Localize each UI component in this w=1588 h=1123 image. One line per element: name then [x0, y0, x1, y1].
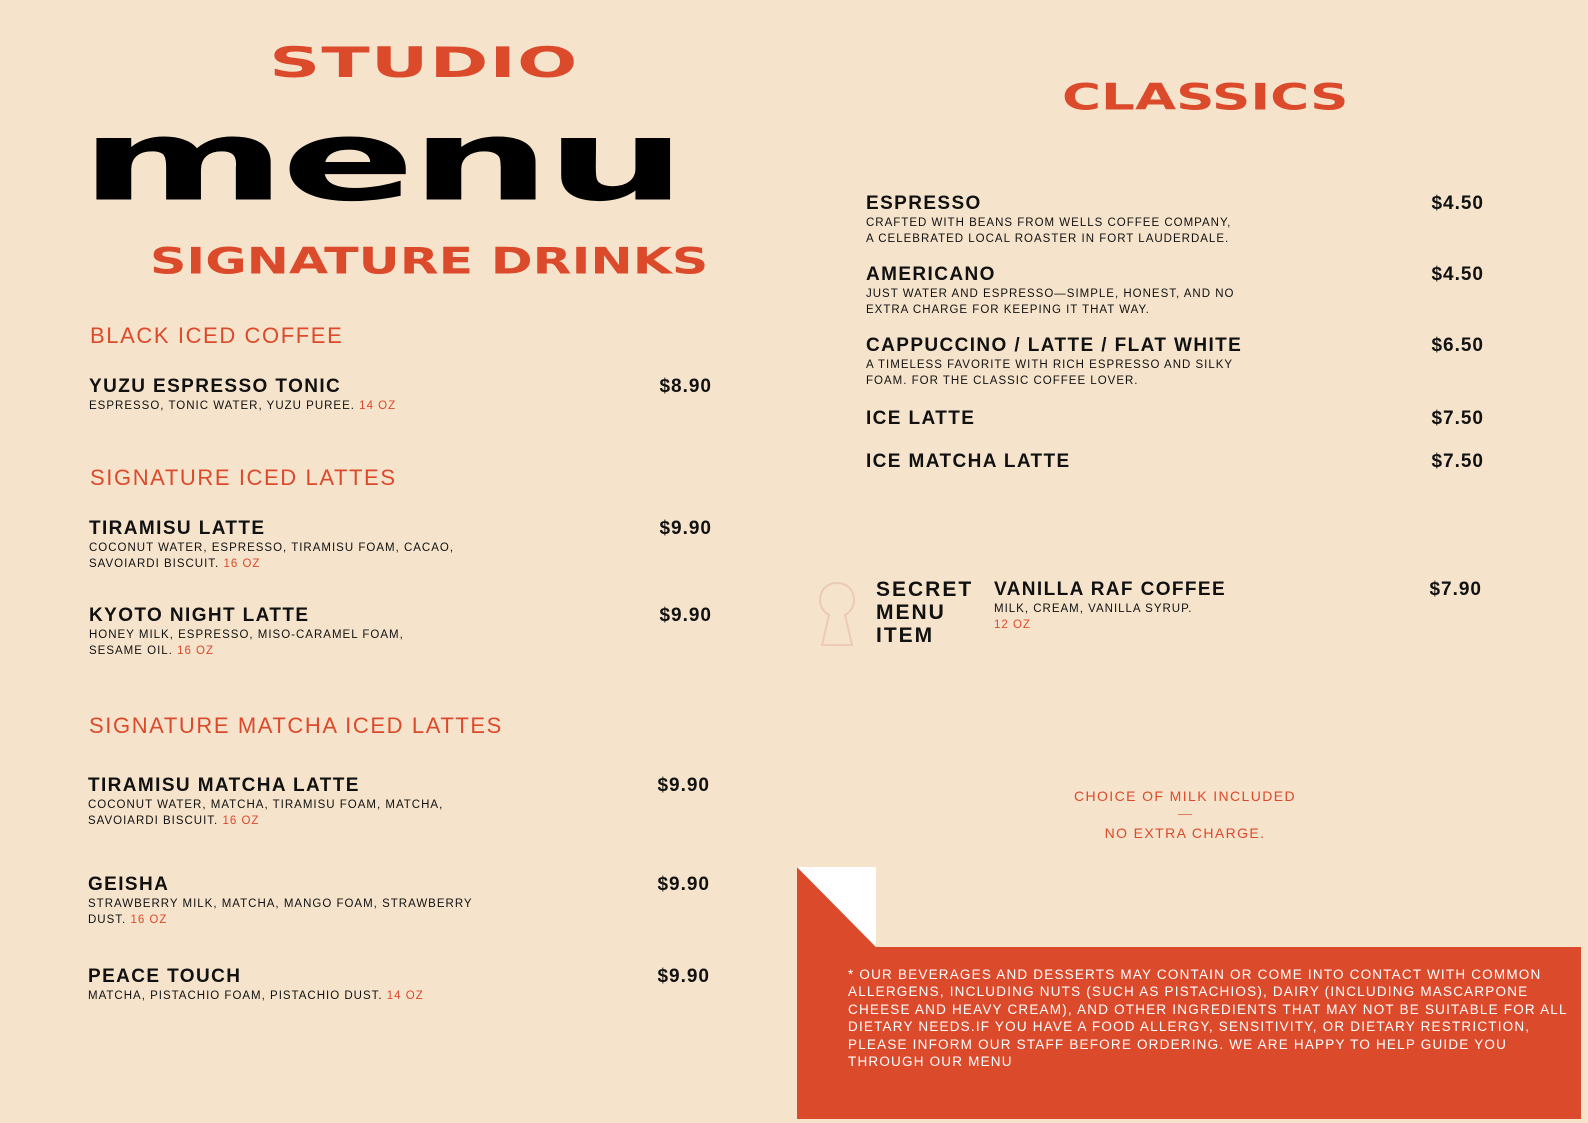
item-size: 16 OZ — [177, 645, 215, 657]
item-price: $4.50 — [1431, 193, 1484, 214]
item-size: 14 OZ — [386, 990, 424, 1002]
item-description: HONEY MILK, ESPRESSO, MISO-CARAMEL FOAM, SESAME OIL. 16 OZ — [89, 629, 404, 657]
item-description: A TIMELESS FAVORITE WITH RICH ESPRESSO AND SILKY FOAM. FOR THE CLASSIC COFFEE LOVER. — [866, 359, 1234, 387]
item-name: KYOTO NIGHT LATTE — [89, 605, 310, 626]
allergy-note: * OUR BEVERAGES AND DESSERTS MAY CONTAIN OR COME INTO CONTACT WITH COMMON ALLERGENS, INCLUDING NUTS (SUCH AS PISTACHIOS), DAIRY (INCLUDING MASCARPONE CHEESE AND HEAVY CREAM), AND OTHER INGREDIENTS THAT MAY NOT BE SUITABLE FOR ALL DIETARY NEEDS.IF YOU HAVE A FOOD ALLERGY, SENSITIVITY, OR DIETARY RESTRICTION, PLEASE INFORM OUR STAFF BEFORE ORDERING. WE ARE HAPPY TO HELP GUIDE YOU THROUGH OUR MENU — [848, 967, 1568, 1070]
secret-menu-label: SECRET MENU ITEM — [876, 578, 974, 647]
classics-heading: CLASSICS — [1062, 76, 1349, 118]
item-description: MATCHA, PISTACHIO FOAM, PISTACHIO DUST. 14 OZ — [88, 990, 424, 1002]
item-price: $9.90 — [657, 775, 710, 796]
keyhole-icon — [818, 581, 856, 647]
item-name: GEISHA — [88, 874, 170, 895]
item-name: ICE MATCHA LATTE — [866, 451, 1071, 472]
item-name: PEACE TOUCH — [88, 966, 242, 987]
item-name: ESPRESSO — [866, 193, 982, 214]
item-name: TIRAMISU LATTE — [89, 518, 266, 539]
item-name: CAPPUCCINO / LATTE / FLAT WHITE — [866, 335, 1243, 356]
item-description: MILK, CREAM, VANILLA SYRUP. 12 OZ — [994, 603, 1193, 631]
item-size: 16 OZ — [222, 815, 260, 827]
item-description: JUST WATER AND ESPRESSO—SIMPLE, HONEST, AND NO EXTRA CHARGE FOR KEEPING IT THAT WAY. — [866, 288, 1235, 316]
item-name: YUZU ESPRESSO TONIC — [89, 376, 342, 397]
item-size: 16 OZ — [130, 914, 168, 926]
item-price: $9.90 — [657, 966, 710, 987]
item-price: $7.50 — [1431, 408, 1484, 429]
item-price: $7.50 — [1431, 451, 1484, 472]
item-price: $9.90 — [659, 605, 712, 626]
category-heading: SIGNATURE MATCHA ICED LATTES — [89, 713, 503, 738]
category-heading: BLACK ICED COFFEE — [90, 323, 344, 348]
divider — [1178, 814, 1192, 815]
item-size: 14 OZ — [359, 400, 397, 412]
signature-heading: SIGNATURE DRINKS — [150, 240, 709, 282]
item-description: ESPRESSO, TONIC WATER, YUZU PUREE. 14 OZ — [89, 400, 397, 412]
item-size: 16 OZ — [223, 558, 261, 570]
milk-note: CHOICE OF MILK INCLUDED NO EXTRA CHARGE. — [1074, 788, 1296, 841]
brand-logo: STUDIO — [269, 38, 579, 87]
item-description: COCONUT WATER, MATCHA, TIRAMISU FOAM, MATCHA, SAVOIARDI BISCUIT. 16 OZ — [88, 799, 444, 827]
item-name: TIRAMISU MATCHA LATTE — [88, 775, 360, 796]
item-price: $9.90 — [657, 874, 710, 895]
item-price: $7.90 — [1429, 579, 1482, 600]
menu-title: menu — [80, 96, 682, 227]
category-heading: SIGNATURE ICED LATTES — [90, 465, 397, 490]
item-description: COCONUT WATER, ESPRESSO, TIRAMISU FOAM, CACAO, SAVOIARDI BISCUIT. 16 OZ — [89, 542, 455, 570]
item-description: STRAWBERRY MILK, MATCHA, MANGO FOAM, STRAWBERRY DUST. 16 OZ — [88, 898, 473, 926]
item-description: CRAFTED WITH BEANS FROM WELLS COFFEE COMPANY, A CELEBRATED LOCAL ROASTER IN FORT LAUDERDALE. — [866, 217, 1232, 245]
item-size: 12 OZ — [994, 619, 1031, 631]
item-name: ICE LATTE — [866, 408, 976, 429]
item-name: VANILLA RAF COFFEE — [994, 579, 1227, 600]
item-price: $9.90 — [659, 518, 712, 539]
item-price: $6.50 — [1431, 335, 1484, 356]
item-price: $4.50 — [1431, 264, 1484, 285]
item-name: AMERICANO — [866, 264, 996, 285]
item-price: $8.90 — [659, 376, 712, 397]
